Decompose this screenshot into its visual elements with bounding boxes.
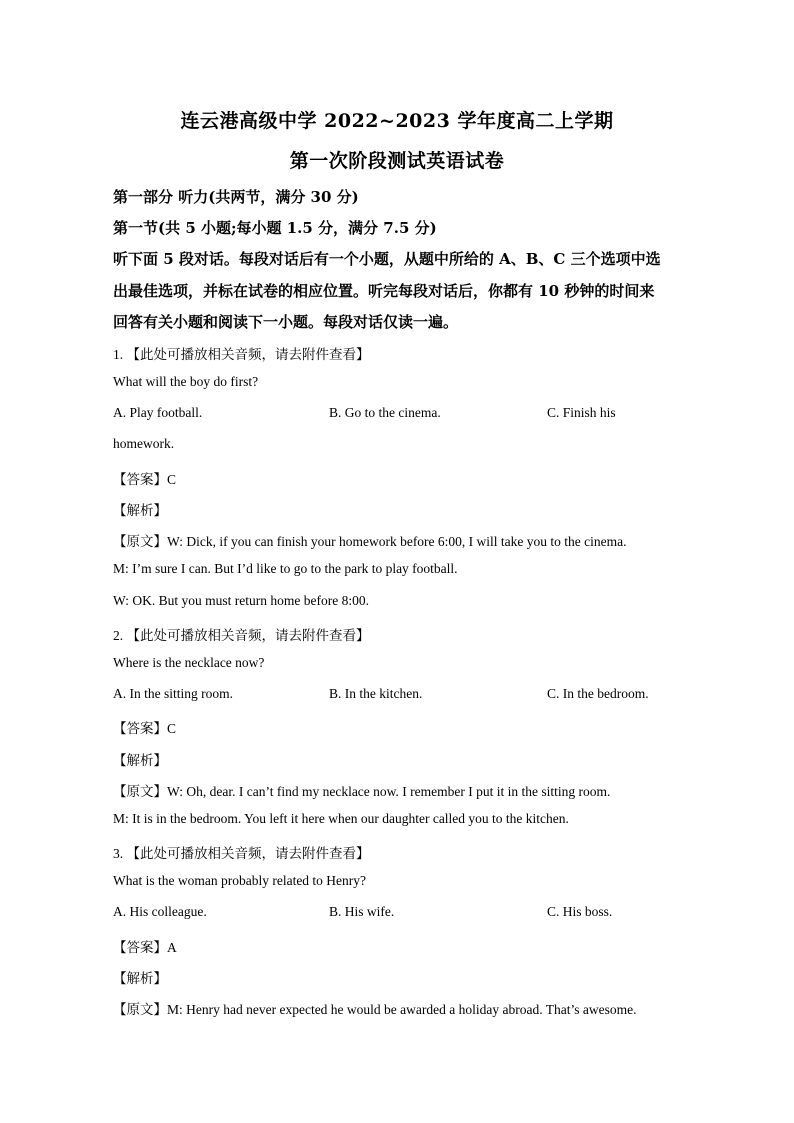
- q2-answer: 【答案】C: [113, 721, 177, 736]
- q1-analysis-label: 【解析】: [113, 503, 167, 518]
- q2-option-a: A. In the sitting room.: [113, 686, 233, 701]
- q1-option-c: C. Finish his: [547, 405, 616, 420]
- q1-option-b: B. Go to the cinema.: [329, 405, 441, 420]
- q1-audio-link[interactable]: 1. 【此处可播放相关音频，请去附件查看】: [113, 347, 370, 362]
- q2-transcript-line-2: M: It is in the bedroom. You left it here when our daughter called you to the kitchen.: [113, 811, 569, 826]
- instructions-line-1: 听下面 5 段对话。每段对话后有一个小题，从题中所给的 A、B、C 三个选项中选: [113, 250, 661, 268]
- exam-title-line2: 第一次阶段测试英语试卷: [289, 150, 505, 172]
- q2-option-c: C. In the bedroom.: [547, 686, 649, 701]
- q3-transcript-line-1: 【原文】M: Henry had never expected he would be awarded a holiday abroad. That’s awesome.: [113, 1002, 637, 1017]
- q2-transcript-line-1: 【原文】W: Oh, dear. I can’t find my necklace now. I remember I put it in the sitting room.: [113, 784, 611, 799]
- q3-audio-link[interactable]: 3. 【此处可播放相关音频，请去附件查看】: [113, 846, 370, 861]
- q3-option-c: C. His boss.: [547, 904, 613, 919]
- q1-question: What will the boy do first?: [113, 374, 259, 389]
- q1-option-c-continued: homework.: [113, 436, 175, 451]
- part-heading: 第一部分 听力(共两节，满分 30 分): [113, 188, 359, 206]
- q1-transcript-line-2: M: I’m sure I can. But I’d like to go to the park to play football.: [113, 561, 458, 576]
- q1-answer: 【答案】C: [113, 472, 177, 487]
- q1-option-a: A. Play football.: [113, 405, 203, 420]
- section-heading: 第一节(共 5 小题;每小题 1.5 分，满分 7.5 分): [113, 219, 437, 237]
- q2-question: Where is the necklace now?: [113, 655, 265, 670]
- q1-transcript-line-1: 【原文】W: Dick, if you can finish your homework before 6:00, I will take you to the cinema.: [113, 534, 627, 549]
- exam-title-line1: 连云港高级中学 2022~2023 学年度高二上学期: [180, 110, 614, 132]
- instructions-line-2: 出最佳选项，并标在试卷的相应位置。听完每段对话后，你都有 10 秒钟的时间来: [113, 282, 655, 300]
- q3-option-b: B. His wife.: [329, 904, 395, 919]
- q3-answer: 【答案】A: [113, 940, 177, 955]
- q1-transcript-line-3: W: OK. But you must return home before 8:00.: [113, 593, 369, 608]
- q3-option-a: A. His colleague.: [113, 904, 207, 919]
- q3-question: What is the woman probably related to Henry?: [113, 873, 367, 888]
- q2-option-b: B. In the kitchen.: [329, 686, 423, 701]
- q2-analysis-label: 【解析】: [113, 753, 167, 768]
- q3-analysis-label: 【解析】: [113, 971, 167, 986]
- instructions-line-3: 回答有关小题和阅读下一小题。每段对话仅读一遍。: [113, 313, 459, 331]
- q2-audio-link[interactable]: 2. 【此处可播放相关音频，请去附件查看】: [113, 628, 370, 643]
